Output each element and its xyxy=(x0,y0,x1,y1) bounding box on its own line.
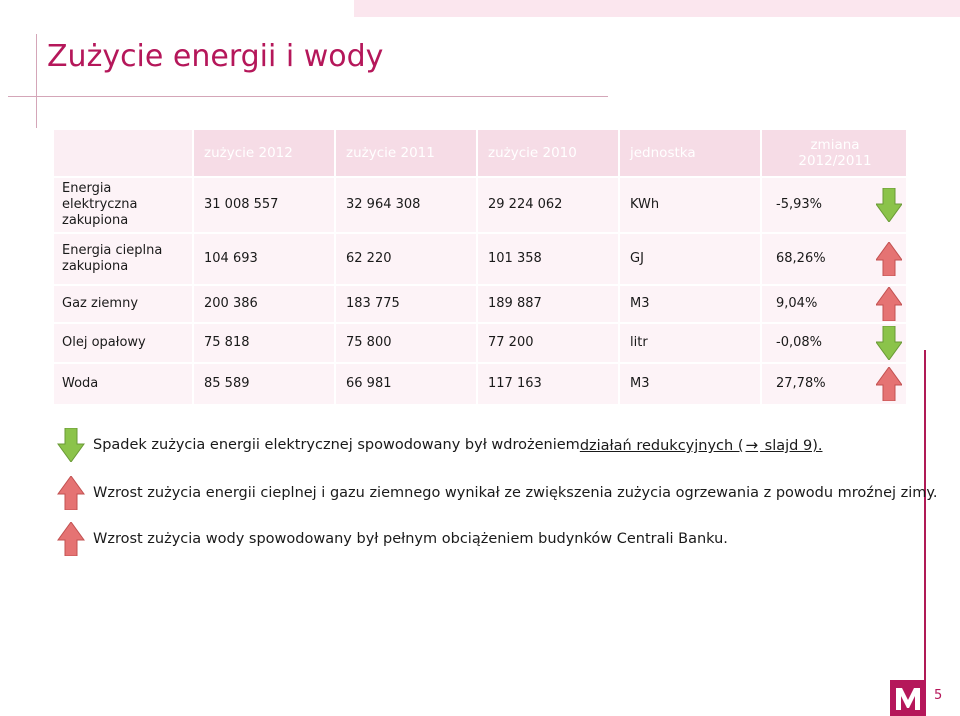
value-2010: 101 358 xyxy=(478,232,620,284)
unit: litr xyxy=(620,322,762,362)
change-cell xyxy=(762,232,908,284)
reduction-actions-link[interactable]: działań redukcyjnych ( → slajd 9). xyxy=(579,436,823,454)
unit: GJ xyxy=(620,232,762,284)
table-row xyxy=(54,362,908,404)
row-label: Olej opałowy xyxy=(54,322,194,362)
value-2010: 117 163 xyxy=(478,362,620,404)
header-change: zmiana 2012/2011 xyxy=(762,130,908,176)
m-logo-icon xyxy=(890,680,926,716)
change-value: -5,93% xyxy=(776,197,822,212)
red-up-arrow-icon xyxy=(56,476,86,510)
value-2012: 75 818 xyxy=(194,322,336,362)
row-label: Energia cieplna zakupiona xyxy=(54,232,194,284)
value-2012: 85 589 xyxy=(194,362,336,404)
page-number: 5 xyxy=(934,688,943,703)
change-value: -0,08% xyxy=(776,335,822,350)
green-down-arrow-icon xyxy=(56,428,86,462)
value-2012: 200 386 xyxy=(194,284,336,322)
note-text: Wzrost zużycia energii cieplnej i gazu ziemnego wynikał ze zwiększenia zużycia ogrzewania z powodu mroźnej zimy. xyxy=(93,485,938,501)
change-cell xyxy=(762,284,908,322)
header-2011: zużycie 2011 xyxy=(336,130,478,176)
value-2010: 77 200 xyxy=(478,322,620,362)
value-2011: 75 800 xyxy=(336,322,478,362)
green-down-arrow-icon xyxy=(876,326,902,360)
change-cell xyxy=(762,176,908,232)
change-cell xyxy=(762,322,908,362)
note-heat-gas-increase xyxy=(56,476,938,510)
green-down-arrow-icon xyxy=(876,188,902,222)
table-header-row xyxy=(54,130,908,176)
note-electricity-decrease xyxy=(56,428,822,462)
red-up-arrow-icon xyxy=(876,242,902,276)
change-cell xyxy=(762,362,908,404)
right-arrow-icon: → xyxy=(745,436,759,454)
value-2012: 31 008 557 xyxy=(194,176,336,232)
value-2010: 189 887 xyxy=(478,284,620,322)
row-label: Gaz ziemny xyxy=(54,284,194,322)
row-label: Woda xyxy=(54,362,194,404)
unit: M3 xyxy=(620,362,762,404)
red-up-arrow-icon xyxy=(876,367,902,401)
note-water-increase xyxy=(56,522,728,556)
note-text: Wzrost zużycia wody spowodowany był pełnym obciążeniem budynków Centrali Banku. xyxy=(93,531,728,547)
value-2011: 32 964 308 xyxy=(336,176,478,232)
energy-usage-table xyxy=(54,130,908,404)
table-row xyxy=(54,176,908,232)
header-2010: zużycie 2010 xyxy=(478,130,620,176)
header-2012: zużycie 2012 xyxy=(194,130,336,176)
slide-title: Zużycie energii i wody xyxy=(47,39,384,74)
change-value: 68,26% xyxy=(776,251,826,266)
row-label: Energia elektryczna zakupiona xyxy=(54,176,194,232)
header-empty-cell xyxy=(54,130,194,176)
change-value: 27,78% xyxy=(776,376,826,391)
header-unit: jednostka xyxy=(620,130,762,176)
table-row xyxy=(54,232,908,284)
red-up-arrow-icon xyxy=(56,522,86,556)
value-2012: 104 693 xyxy=(194,232,336,284)
left-divider xyxy=(36,34,37,128)
unit: M3 xyxy=(620,284,762,322)
unit: KWh xyxy=(620,176,762,232)
change-value: 9,04% xyxy=(776,296,818,311)
value-2011: 62 220 xyxy=(336,232,478,284)
red-up-arrow-icon xyxy=(876,287,902,321)
note-text: Spadek zużycia energii elektrycznej spowodowany był wdrożeniem xyxy=(93,437,580,453)
value-2011: 66 981 xyxy=(336,362,478,404)
table-row xyxy=(54,284,908,322)
top-decorative-bar xyxy=(354,0,960,17)
value-2010: 29 224 062 xyxy=(478,176,620,232)
right-divider xyxy=(924,350,926,716)
title-underline xyxy=(8,96,608,97)
table-row xyxy=(54,322,908,362)
value-2011: 183 775 xyxy=(336,284,478,322)
